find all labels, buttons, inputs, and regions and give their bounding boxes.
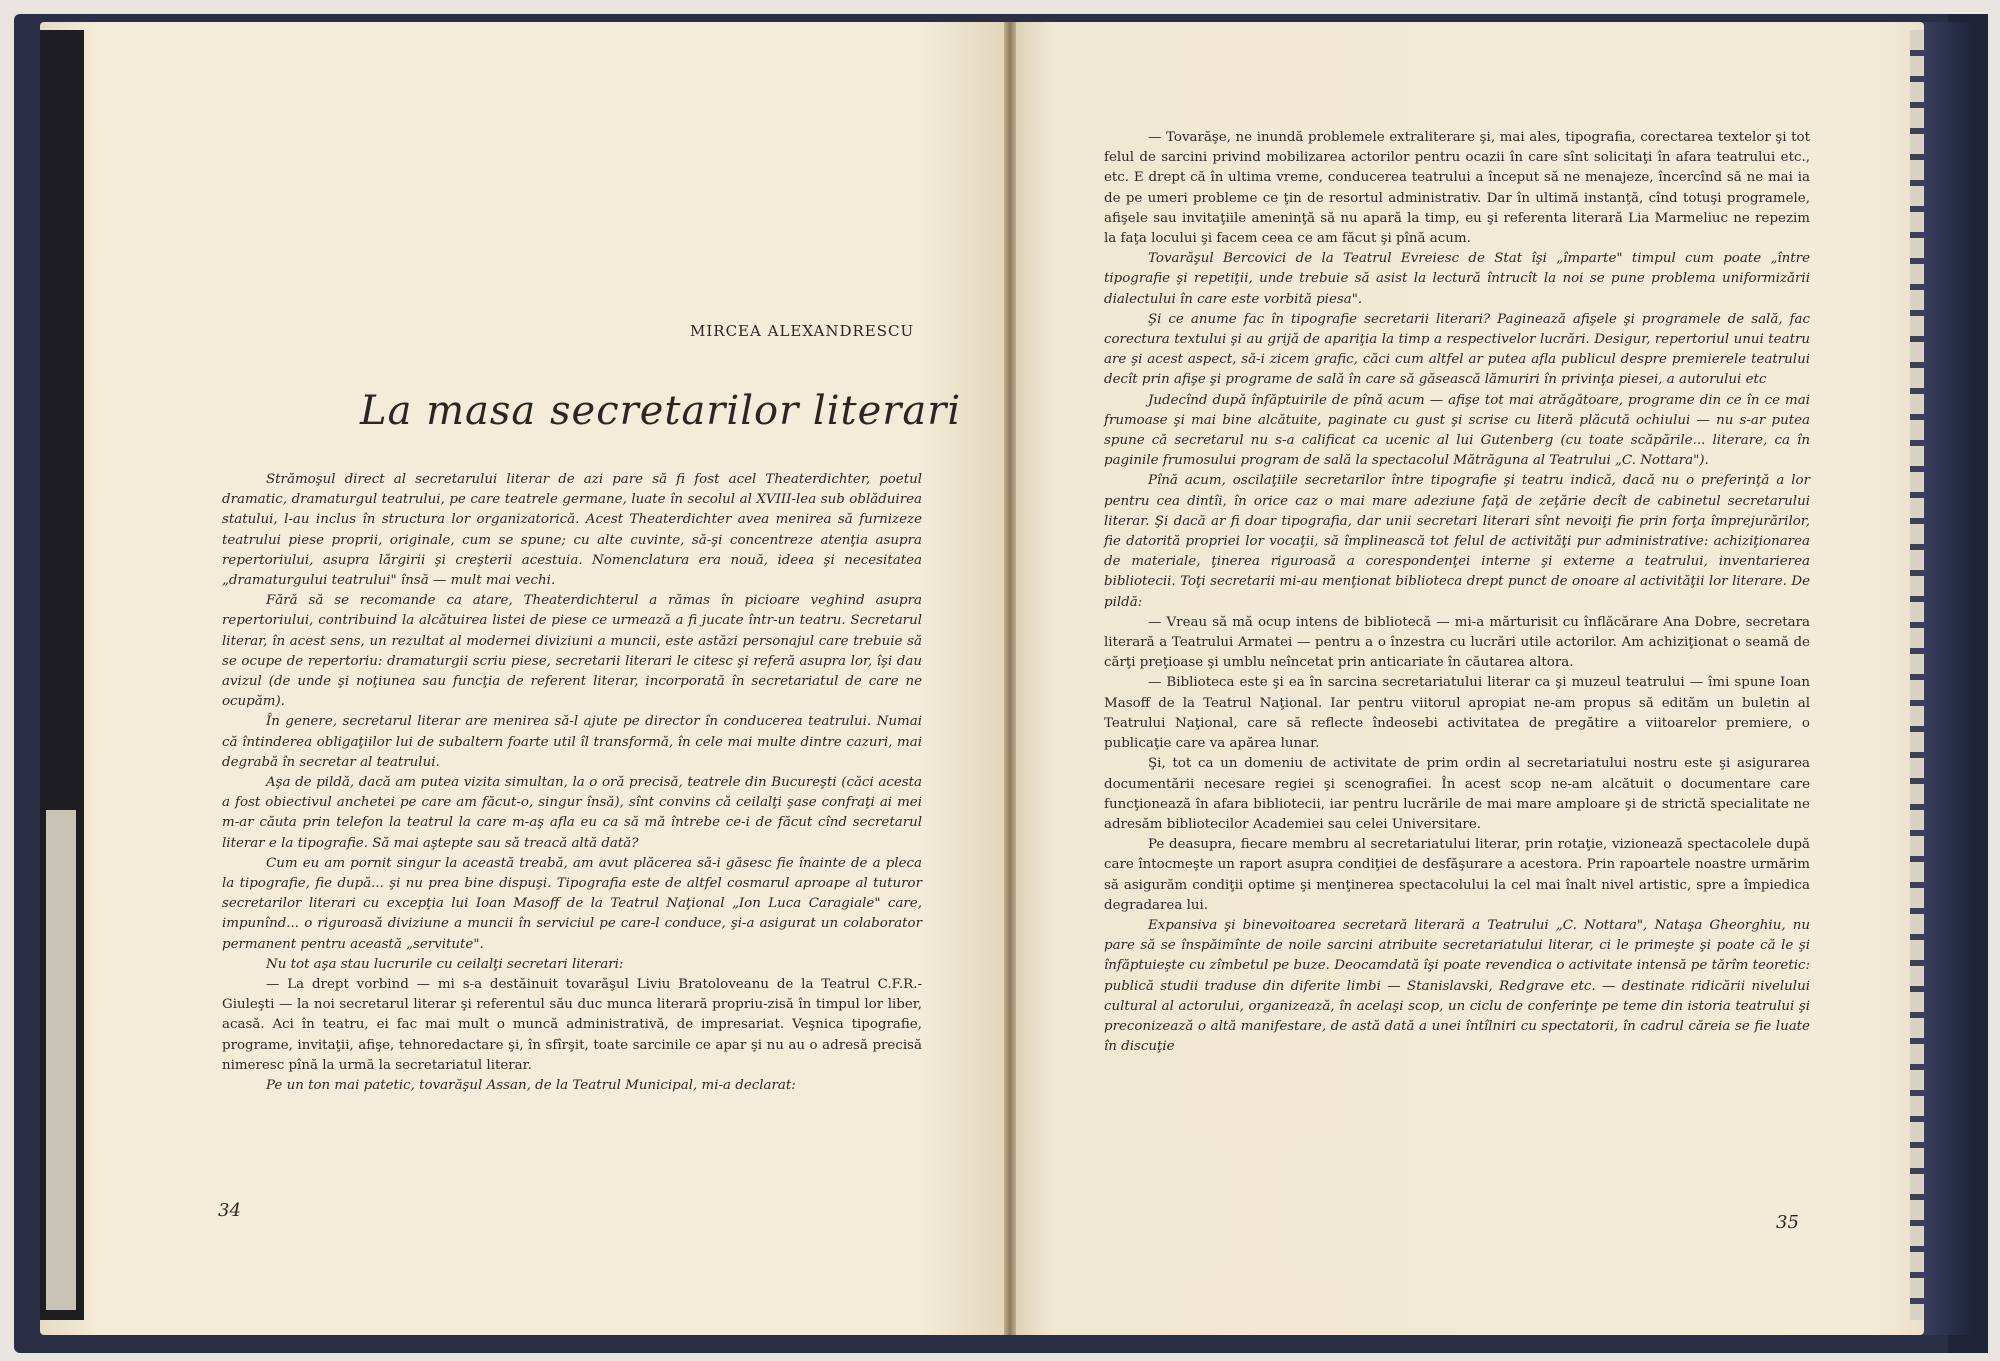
article-title: La masa secretarilor literari [360, 388, 962, 434]
paragraph: Pe deasupra, fiecare membru al secretariatului literar, prin rotaţie, vizionează spectacolele după care întocmeşte un raport asupra condiţiei de desfăşurare a acestora. Prin rapoartele noastre urmărim să asigurăm condiţii optime şi menţinerea spectacolului la cel mai înalt nivel artistic, spre a împiedica degradarea lui. [1104, 837, 1810, 913]
paragraph: Cum eu am pornit singur la această treabă, am avut plăcerea să-i găsesc fie înainte de a pleca la tipografie, fie după... şi nu prea bine dispuşi. Tipografia este de altfel cosmarul aproape al tuturor secretarilor literari cu excepţia lui Ioan Masoff de la Teatrul Naţional „Ion Luca Caragiale" care, impunînd... o riguroasă diviziune a muncii în serviciul pe care-l conduce, şi-a asigurat un colaborator permanent pentru această „servitute". [222, 855, 922, 952]
paragraph: Tovarăşul Bercovici de la Teatrul Evreiesc de Stat îşi „împarte" timpul cum poate „între tipografie şi repetiţii, unde trebuie să asist la lectură întrucît la noi se pune problema uniformizării dialectului în care este vorbită piesa". [1104, 251, 1810, 307]
cover-spine-right [1920, 22, 1972, 1335]
paragraph: — Vreau să mă ocup intens de bibliotecă — mi-a mărturisit cu înflăcărare Ana Dobre, secretara literară a Teatrului Armatei — pentru a o înzestra cu lucrări utile actorilor. Am achiziţionat o seamă de cărţi preţioase şi umblu neîncetat prin anticariate în căutarea altora. [1104, 614, 1810, 671]
paragraph: Aşa de pildă, dacă am putea vizita simultan, la o oră precisă, teatrele din Bucureşti (căci acesta a fost obiectivul anchetei pe care am făcut-o, singur însă), sînt convins că ceilalţi şase confraţi ai mei m-ar căuta prin telefon la teatrul la care m-aş afla eu ca să mă întrebe ce-i de făcut cînd secretarul literar e la tipografie. Să mai aştepte sau să treacă altă dată? [222, 775, 922, 851]
paragraph: Fără să se recomande ca atare, Theaterdichterul a rămas în picioare veghind asupra repertoriului, contribuind la alcătuirea listei de piese ce urmează a fi jucate într-un teatru. Secretarul literar, în acest sens, un rezultat al modernei diviziuni a muncii, este astăzi personajul care trebuie să se ocupe de repertoriu: dramaturgii scriu piese, secretarii literari le citesc şi referă asupra lor, îşi dau avizul (de unde şi noţiunea sau funcţia de referent literar, incorporată în secretariatul de care ne ocupăm). [222, 593, 922, 710]
paragraph: Nu tot aşa stau lucrurile cu ceilalţi secretari literari: [266, 956, 624, 972]
paragraph: Strămoşul direct al secretarului literar de azi pare să fi fost acel Theaterdichter, poetul dramatic, dramaturgul teatrului, pe care teatrele germane, luate în secolul al XVIII-lea sub oblăduirea statului, l-au inclus în structura lor organizatorică. Acest Theaterdichter avea menirea să furnizeze teatrului piese proprii, originale, cum se spune; cu alte cuvinte, să-şi concentreze atenţia asupra repertoriului, asupra lărgirii şi creşterii acestuia. Nomenclatura era nouă, ideea şi necesitatea „dramaturgului teatrului" însă — mult mai vechi. [222, 472, 922, 589]
paragraph: Şi, tot ca un domeniu de activitate de prim ordin al secretariatului nostru este şi asigurarea documentării necesare regiei şi scenografiei. În acest scop ne-am alcătuit o documentare care funcţionează în afara bibliotecii, iar pentru lucrările de mai mare amploare şi de strictă specialitate ne adresăm bibliotecilor Academiei sau celei Universitare. [1104, 756, 1810, 832]
page-number-left: 34 [218, 1200, 241, 1221]
paragraph: Judecînd după înfăptuirile de pînă acum — afişe tot mai atrăgătoare, programe din ce în ce mai frumoase şi mai bine alcătuite, paginate cu gust şi scrise cu literă plăcută ochiului — nu s-ar putea spune că secretarul nu s-a calificat ca ucenic al lui Gutenberg (cu toate scăpările... literare, ca în paginile frumosului program de sală la spectacolul Mătrăguna al Teatrului „C. Nottara"). [1104, 392, 1810, 469]
book-gutter [1004, 22, 1016, 1335]
paragraph: — La drept vorbind — mi s-a destăinuit tovarăşul Liviu Bratoloveanu de la Teatrul C.F.R.-Giuleşti — la noi secretarul literar şi referentul său duc munca literară propriu-zisă în timpul lor liber, acasă. Aci în teatru, ei fac mai mult o muncă administrativă, de impresariat. Veşnica tipografie, programe, invitaţii, afişe, tehnoredactare şi, în sfîrşit, toate sarcinile ce apar şi nu au o adresă precisă nimeresc pînă la urmă la secretariatul literar. [222, 977, 922, 1073]
page-edge-highlight [46, 810, 76, 1310]
paragraph: — Tovarăşe, ne inundă problemele extraliterare şi, mai ales, tipografia, corectarea textelor şi tot felul de sarcini privind mobilizarea actorilor pentru ocazii în care sînt solicitaţi în afara teatrului etc., etc. E drept că în ultima vreme, conducerea teatrului a început să ne menajeze, încercînd să ne mai ia de pe umeri probleme ce ţin de resortul administrativ. Dar în ultimă instanţă, cînd totuşi programele, afişele sau invitaţiile ameninţă să nu apară la timp, eu şi referenta literară Lia Marmeliuc ne repezim la faţa locului şi facem ceea ce am făcut şi pînă acum. [1104, 130, 1810, 247]
left-page-text [222, 470, 922, 1096]
paragraph: În genere, secretarul literar are menirea să-l ajute pe director în conducerea teatrului. Numai că întinderea obligaţiilor lui de subaltern foarte util îl transformă, în cele mai multe dintre cazuri, mai degrabă în secretar al teatrului. [222, 714, 922, 770]
author-name: MIRCEA ALEXANDRESCU [690, 322, 915, 340]
paragraph: Pe un ton mai patetic, tovarăşul Assan, de la Teatrul Municipal, mi-a declarat: [266, 1078, 796, 1094]
paragraph: Expansiva şi binevoitoarea secretară literară a Teatrului „C. Nottara", Nataşa Gheorghiu, nu pare să se înspăimînte de noile sarcini atribuite secretariatului literar, ci le primeşte şi poate că le şi înfăptuieşte cu zîmbetul pe buze. Deocamdată îşi poate revendica o activitate intensă pe tărîm teoretic: publică studii traduse din diferite limbi — Stanislavski, Redgrave etc. — destinate ridicării nivelului cultural al actorului, organizează, în acelaşi scop, un ciclu de conferinţe pe teme din istoria teatrului şi preconizează o altă manifestare, de astă dată a unei întîlniri cu spectatorii, în cadrul căreia se fie luate în discuţie [1104, 917, 1810, 1055]
page-edge-right [1910, 30, 1924, 1320]
paragraph: Şi ce anume fac în tipografie secretarii literari? Paginează afişele şi programele de sală, fac corectura textului şi au grijă de apariţia la timp a respectivelor lucrări. Desigur, repertoriul unui teatru are şi acest aspect, să-i zicem grafic, căci cum altfel ar putea afla publicul despre premierele teatrului decît prin afişe şi programe de sală în care să găsească lămuriri în privinţa piesei, a autorului etc [1104, 311, 1810, 388]
paragraph: Pînă acum, oscilaţiile secretarilor între tipografie şi teatru indică, dacă nu o preferinţă a lor pentru cea dintîi, în orice caz o mai mare adeziune faţă de zeţărie decît de cabinetul secretarului literar. Şi dacă ar fi doar tipografia, dar unii secretari literari sînt nevoiţi fie prin forţa împrejurărilor, fie datorită propriei lor vocaţii, să împlinească tot felul de activităţi pur administrative: achiziţionarea de materiale, ţinerea riguroasă a corespondenţei interne şi externe a teatrului, inventarierea bibliotecii. Toţi secretarii mi-au menţionat biblioteca drept punct de onoare al activităţii lor literare. De pildă: [1104, 473, 1810, 610]
page-number-right: 35 [1776, 1212, 1799, 1233]
page-edge-left [40, 30, 84, 1320]
right-page-text [1104, 128, 1810, 1057]
paragraph: — Biblioteca este şi ea în sarcina secretariatului literar ca şi muzeul teatrului — îmi spune Ioan Masoff de la Teatrul Naţional. Iar pentru viitorul apropiat ne-am propus să edităm un buletin al Teatrului Naţional, care să reflecte îndeosebi activitatea de pregătire a viitoarelor premiere, o publicaţie care va apărea lunar. [1104, 675, 1810, 752]
